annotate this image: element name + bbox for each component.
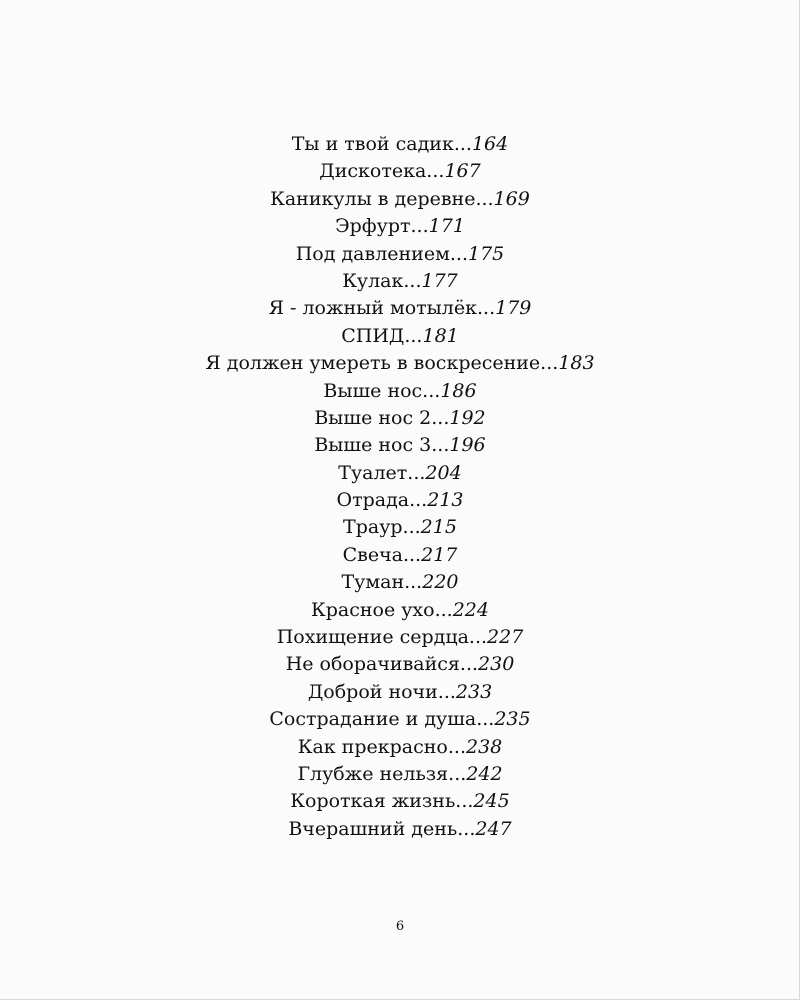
toc-entry-page: 196 (449, 434, 486, 457)
toc-entry-title: Как прекрасно... (297, 735, 466, 758)
toc-entry-title: Не оборачивайся... (285, 653, 479, 676)
toc-entry-title: Туалет... (338, 461, 426, 484)
toc-entry (0, 542, 800, 569)
toc-entry-title: Вчерашний день... (288, 817, 476, 840)
toc-entry (0, 350, 800, 377)
toc-entry (0, 241, 800, 268)
toc-entry-page: 227 (487, 626, 524, 649)
toc-entry-page: 175 (468, 242, 505, 265)
toc-entry-title: СПИД... (341, 324, 423, 347)
toc-entry (0, 514, 800, 541)
toc-entry-page: 215 (420, 516, 457, 539)
toc-entry-page: 192 (449, 406, 486, 429)
toc-entry-title: Траур... (343, 516, 421, 539)
toc-entry (0, 158, 800, 185)
toc-entry (0, 597, 800, 624)
toc-entry (0, 323, 800, 350)
toc-entry-title: Туман... (341, 571, 423, 594)
toc-entry-page: 167 (444, 160, 481, 183)
toc-entry (0, 706, 800, 733)
toc-entry-title: Ты и твой садик... (291, 133, 472, 155)
toc-entry-title: Эрфурт... (335, 215, 429, 238)
toc-entry-title: Красное ухо... (311, 598, 453, 621)
toc-entry-title: Отрада... (336, 489, 428, 512)
toc-entry-title: Короткая жизнь... (290, 790, 474, 813)
toc-entry (0, 734, 800, 761)
toc-entry-title: Выше нос 2... (314, 406, 450, 429)
toc-entry-page: 186 (440, 379, 477, 402)
toc-entry-page: 235 (494, 708, 531, 731)
toc-entry-page: 220 (422, 571, 459, 594)
toc-entry (0, 788, 800, 815)
toc-entry-page: 177 (421, 269, 458, 292)
toc-entry (0, 460, 800, 487)
toc-entry-page: 230 (478, 653, 515, 676)
toc-entry-title: Похищение сердца... (276, 626, 488, 649)
toc-entry (0, 816, 800, 843)
toc-entry-page: 183 (558, 352, 595, 375)
toc-entry-page: 171 (428, 215, 465, 238)
toc-entry-page: 247 (475, 817, 512, 840)
toc-entry (0, 295, 800, 322)
toc-entry-title: Каникулы в деревне... (270, 187, 494, 210)
toc-entry-title: Я - ложный мотылёк... (268, 297, 496, 320)
toc-entry-page: 224 (452, 598, 489, 621)
toc-entry-page: 164 (471, 133, 509, 155)
toc-entry-title: Свеча... (342, 543, 422, 566)
toc-entry (0, 213, 800, 240)
toc-entry-page: 233 (455, 680, 493, 703)
toc-entry-title: Кулак... (342, 269, 422, 292)
toc-entry-page: 179 (495, 297, 532, 320)
toc-entry (0, 378, 800, 405)
toc-entry-page: 204 (425, 461, 462, 484)
toc-entry (0, 761, 800, 788)
toc-entry (0, 569, 800, 596)
toc-entry-title: Выше нос... (323, 379, 441, 402)
toc-entry-title: Под давлением... (295, 242, 468, 265)
toc-entry-page: 217 (421, 543, 458, 566)
toc-entry-page: 245 (473, 790, 510, 813)
toc-entry (0, 624, 800, 651)
toc-entry-title: Дискотека... (319, 160, 445, 183)
toc-entry-title: Сострадание и душа... (269, 708, 495, 731)
toc-entry (0, 432, 800, 459)
page-number: 6 (395, 919, 405, 934)
toc-entry (0, 186, 800, 213)
toc-entry-page: 213 (427, 489, 464, 512)
toc-entry (0, 651, 800, 678)
toc-entry-page: 238 (465, 735, 503, 758)
toc-entry (0, 405, 800, 432)
table-of-contents (0, 131, 800, 843)
toc-entry-page: 169 (493, 187, 530, 210)
toc-entry (0, 268, 800, 295)
toc-entry (0, 487, 800, 514)
toc-entry-title: Я должен умереть в воскресение... (205, 352, 559, 375)
toc-entry-page: 242 (466, 762, 503, 785)
toc-entry-title: Доброй ночи... (307, 680, 456, 703)
toc-entry (0, 679, 800, 706)
toc-entry-title: Выше нос 3... (314, 434, 450, 457)
toc-entry-page: 181 (422, 324, 459, 347)
toc-entry-title: Глубже нельзя... (297, 762, 467, 785)
toc-entry (0, 131, 800, 158)
